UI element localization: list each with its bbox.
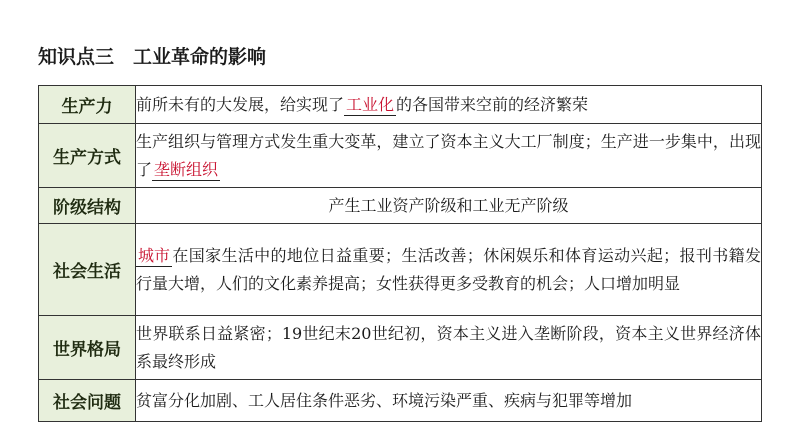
row-description [136,86,762,124]
answer-blank: 工业化 [346,94,395,114]
table-row [39,380,762,422]
row-category: 生产力 [39,86,136,124]
text-before: 生产组织与管理方式发生重大变革，建立了资本主义大工厂制度；生产进一步集中，出现了 [136,131,761,179]
table-row [39,124,762,188]
row-description: 产生工业资产阶级和工业无产阶级 [136,188,762,224]
row-description [136,224,762,316]
table-row [39,224,762,316]
row-category: 社会问题 [39,380,136,422]
table-row [39,86,762,124]
table-row [39,188,762,224]
row-category: 社会生活 [39,224,136,316]
text-before: 前所未有的大发展，给实现了 [136,94,345,114]
row-category: 阶级结构 [39,188,136,224]
row-category: 生产方式 [39,124,136,188]
row-description: 贫富分化加剧、工人居住条件恶劣、环境污染严重、疾病与犯罪等增加 [136,380,762,422]
row-description: 世界联系日益紧密；19世纪末20世纪初，资本主义进入垄断阶段，资本主义世界经济体系最终形成 [136,316,762,380]
text-after: 在国家生活中的地位日益重要；生活改善；休闲娱乐和体育运动兴起；报刊书籍发行量大增，人们的文化素养提高；女性获得更多受教育的机会；人口增加明显 [136,245,761,293]
answer-blank: 垄断组织 [154,159,219,179]
knowledge-table [38,85,762,422]
text-after: 的各国带来空前的经济繁荣 [396,94,589,114]
section-heading: 知识点三 工业革命的影响 [38,46,267,68]
row-category: 世界格局 [39,316,136,380]
answer-blank: 城市 [138,245,171,265]
row-description [136,124,762,188]
table-row [39,316,762,380]
